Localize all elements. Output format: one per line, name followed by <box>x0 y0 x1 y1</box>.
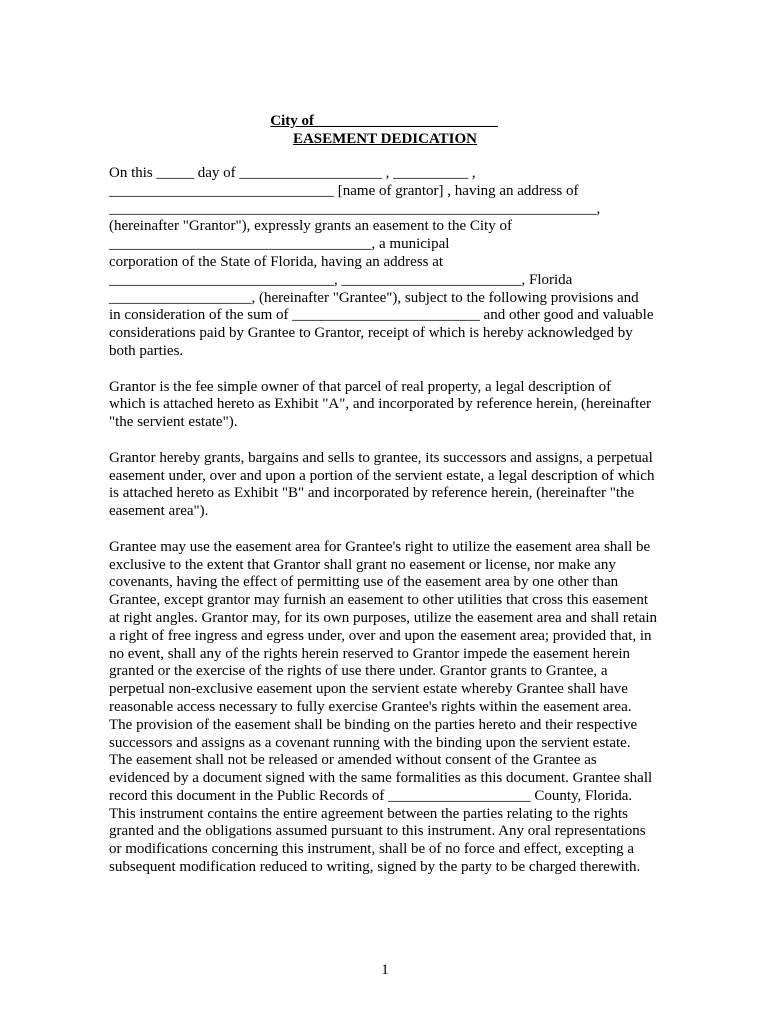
text-line: Grantee, except grantor may furnish an easement to other utilities that cross this easement <box>109 592 648 609</box>
text-line: This instrument contains the entire agreement between the parties relating to the rights <box>109 805 629 822</box>
text-line: perpetual non-exclusive easement upon the servient estate whereby Grantee shall have <box>109 681 628 698</box>
text-line: ______________________________ [name of grantor] , having an address of <box>109 182 579 199</box>
text-line: exclusive to the extent that Grantor shall grant no easement or license, nor make any <box>109 556 616 573</box>
text-line: which is attached hereto as Exhibit "A", and incorporated by reference herein, (hereinafter <box>109 396 651 413</box>
text-line: reasonable access necessary to fully exercise Grantee's rights within the easement area. <box>109 698 632 715</box>
text-line: a right of free ingress and egress under, over and upon the easement area; provided that, in <box>109 627 652 644</box>
paragraph-easement-area <box>109 450 669 521</box>
text-line: in consideration of the sum of _________________________ and other good and valuable <box>109 307 654 324</box>
text-line: covenants, having the effect of permitting use of the easement area by one other than <box>109 574 619 591</box>
text-line: successors and assigns as a covenant running with the binding upon the servient estate. <box>109 734 631 751</box>
text-line: "the servient estate"). <box>109 414 238 431</box>
text-line: ______________________________, ________________________, Florida <box>109 271 573 288</box>
text-line: Grantor is the fee simple owner of that parcel of real property, a legal description of <box>109 378 612 395</box>
text-line: granted and the obligations assumed pursuant to this instrument. Any oral representations <box>109 823 646 840</box>
text-line: granted or the exercise of the rights of use there under. Grantor grants to Grantee, a <box>109 663 608 680</box>
text-line: The provision of the easement shall be binding on the parties hereto and their respective <box>109 716 638 733</box>
paragraph-use-provisions <box>109 539 669 877</box>
title-block <box>0 112 770 148</box>
document-body <box>109 165 669 877</box>
text-line: On this _____ day of ___________________ , __________ , <box>109 165 476 181</box>
city-line: City of ________________________ <box>270 113 498 129</box>
text-line: or modifications concerning this instrument, shall be of no force and effect, excepting a <box>109 841 634 858</box>
text-line: ___________________, (hereinafter "Grantee"), subject to the following provisions and <box>109 289 639 306</box>
text-line: both parties. <box>109 342 184 359</box>
text-line: (hereinafter "Grantor"), expressly grants an easement to the City of <box>109 218 512 235</box>
text-line: corporation of the State of Florida, having an address at <box>109 253 444 270</box>
text-line: Grantor hereby grants, bargains and sells to grantee, its successors and assigns, a perpetual <box>109 449 653 466</box>
document-title: EASEMENT DEDICATION <box>292 131 478 147</box>
text-line: is attached hereto as Exhibit "B" and incorporated by reference herein, (hereinafter "the <box>109 485 635 502</box>
text-line: no event, shall any of the rights herein reserved to Grantor impede the easement herein <box>109 645 631 662</box>
text-line: at right angles. Grantor may, for its own purposes, utilize the easement area and shall retain <box>109 609 658 626</box>
text-line: Grantee may use the easement area for Grantee's right to utilize the easement area shall be <box>109 538 651 555</box>
paragraph-gap <box>109 521 669 539</box>
paragraph-grant-opening <box>109 165 669 361</box>
paragraph-servient-estate <box>109 379 669 432</box>
text-line: The easement shall not be released or amended without consent of the Grantee as <box>109 752 597 769</box>
text-line: record this document in the Public Records of ___________________ County, Florida. <box>109 787 633 804</box>
text-line: evidenced by a document signed with the same formalities as this document. Grantee shall <box>109 770 653 787</box>
paragraph-gap <box>109 361 669 379</box>
paragraph-gap <box>109 432 669 450</box>
text-line: subsequent modification reduced to writing, signed by the party to be charged therewith. <box>109 859 641 876</box>
page-number: 1 <box>381 962 389 978</box>
text-line: considerations paid by Grantee to Grantor, receipt of which is hereby acknowledged by <box>109 325 633 342</box>
text-line: easement under, over and upon a portion of the servient estate, a legal description of which <box>109 467 655 484</box>
text-line: _________________________________________________________________, <box>109 200 601 217</box>
text-line: easement area"). <box>109 503 209 520</box>
text-line: ___________________________________, a municipal <box>109 236 450 253</box>
